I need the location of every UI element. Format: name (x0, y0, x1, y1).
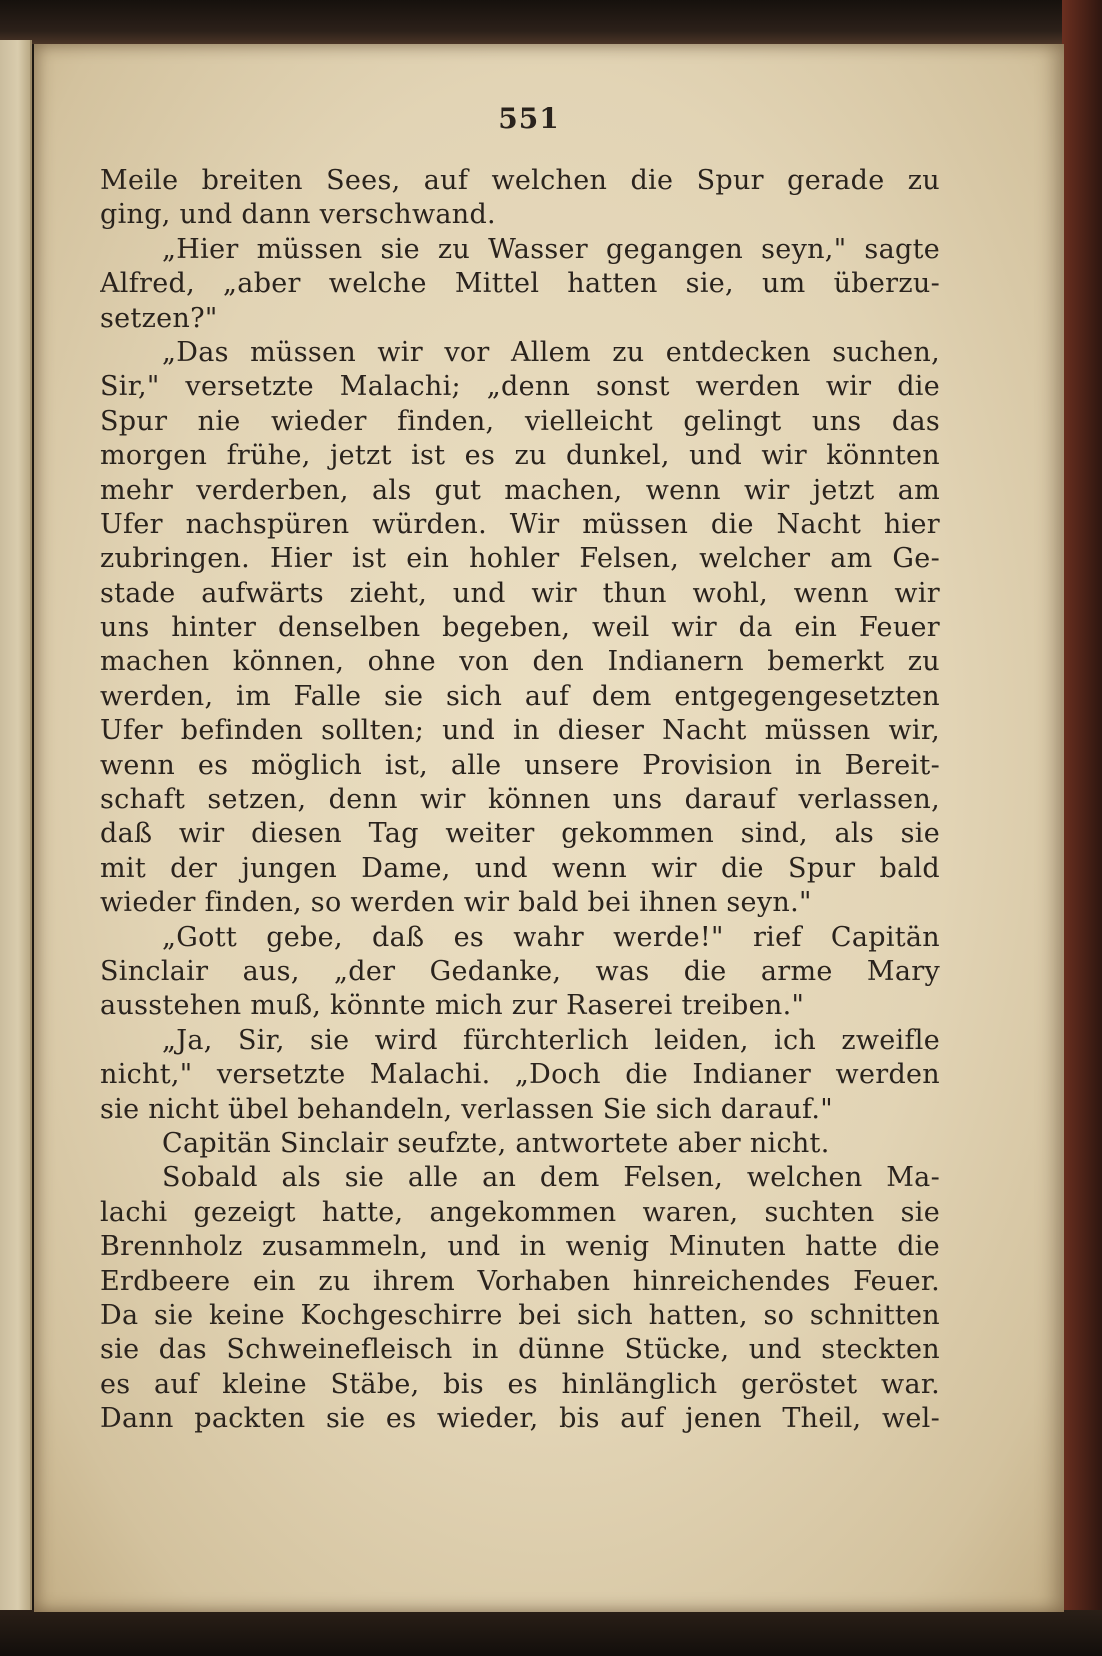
text-line: es auf kleine Stäbe, bis es hinlänglich geröstet war. (100, 1368, 940, 1400)
text-line: sie nicht übel behandeln, verlassen Sie sich darauf." (100, 1093, 833, 1125)
text-line: Meile breiten Sees, auf welchen die Spur gerade zu (100, 165, 940, 196)
text-line: „Gott gebe, daß es wahr werde!" rief Capitän (162, 921, 940, 953)
text-line: „Hier müssen sie zu Wasser gegangen seyn," sagte (162, 233, 940, 265)
text-line: ausstehen muß, könnte mich zur Raserei treiben." (100, 990, 805, 1022)
text-line: sie das Schweinefleisch in dünne Stücke, und steckten (100, 1334, 940, 1366)
text-line: „Ja, Sir, sie wird fürchterlich leiden, ich zweifle (162, 1024, 940, 1056)
text-line: lachi gezeigt hatte, angekommen waren, suchten sie (100, 1196, 940, 1228)
text-line: wenn es möglich ist, alle unsere Provision in Bereit- (100, 749, 940, 781)
text-line: stade aufwärts zieht, und wir thun wohl, wenn wir (100, 577, 940, 609)
text-line: mehr verderben, als gut machen, wenn wir jetzt am (100, 474, 940, 506)
text-line: Sobald als sie alle an dem Felsen, welchen Ma- (162, 1162, 940, 1194)
page-number: 551 (498, 102, 560, 135)
text-line: Sinclair aus, „der Gedanke, was die arme Mary (100, 955, 940, 987)
facing-page-edge (0, 40, 32, 1615)
book-cover-top-edge (0, 0, 1102, 44)
text-line: wieder finden, so werden wir bald bei ihnen seyn." (100, 887, 812, 919)
text-line: Sir," versetzte Malachi; „denn sonst werden wir die (100, 371, 940, 403)
text-line: Capitän Sinclair seufzte, antwortete aber nicht. (162, 1127, 830, 1159)
book-cover-bottom-edge (0, 1610, 1102, 1656)
text-line: machen können, ohne von den Indianern bemerkt zu (100, 646, 940, 678)
text-line: daß wir diesen Tag weiter gekommen sind, als sie (100, 818, 940, 850)
text-line: ging, und dann verschwand. (100, 199, 496, 231)
text-line: Erdbeere ein zu ihrem Vorhaben hinreichendes Feuer. (100, 1265, 940, 1297)
text-line: Alfred, „aber welche Mittel hatten sie, um überzu- (100, 268, 940, 300)
text-line: Dann packten sie es wieder, bis auf jenen Theil, wel- (100, 1403, 940, 1435)
text-line: setzen?" (100, 302, 218, 334)
text-line: werden, im Falle sie sich auf dem entgegengesetzten (100, 680, 940, 712)
text-line: Spur nie wieder finden, vielleicht gelingt uns das (100, 405, 940, 437)
book-cover-right-edge (1062, 0, 1102, 1656)
text-line: uns hinter denselben begeben, weil wir da ein Feuer (100, 612, 940, 644)
text-line: zubringen. Hier ist ein hohler Felsen, welcher am Ge- (100, 543, 940, 575)
text-line: mit der jungen Dame, und wenn wir die Spur bald (100, 852, 940, 884)
text-line: Da sie keine Kochgeschirre bei sich hatten, so schnitten (100, 1299, 940, 1331)
text-line: Ufer nachspüren würden. Wir müssen die Nacht hier (100, 508, 940, 540)
text-line: Brennholz zusammeln, und in wenig Minuten hatte die (100, 1231, 940, 1263)
page-text-block (100, 164, 940, 1436)
text-line: morgen frühe, jetzt ist es zu dunkel, und wir könnten (100, 440, 940, 472)
text-line: Ufer befinden sollten; und in dieser Nacht müssen wir, (100, 715, 940, 747)
book-page (34, 44, 1064, 1612)
text-line: „Das müssen wir vor Allem zu entdecken suchen, (162, 336, 940, 368)
text-line: schaft setzen, denn wir können uns darauf verlassen, (100, 784, 940, 816)
text-line: nicht," versetzte Malachi. „Doch die Indianer werden (100, 1059, 940, 1091)
